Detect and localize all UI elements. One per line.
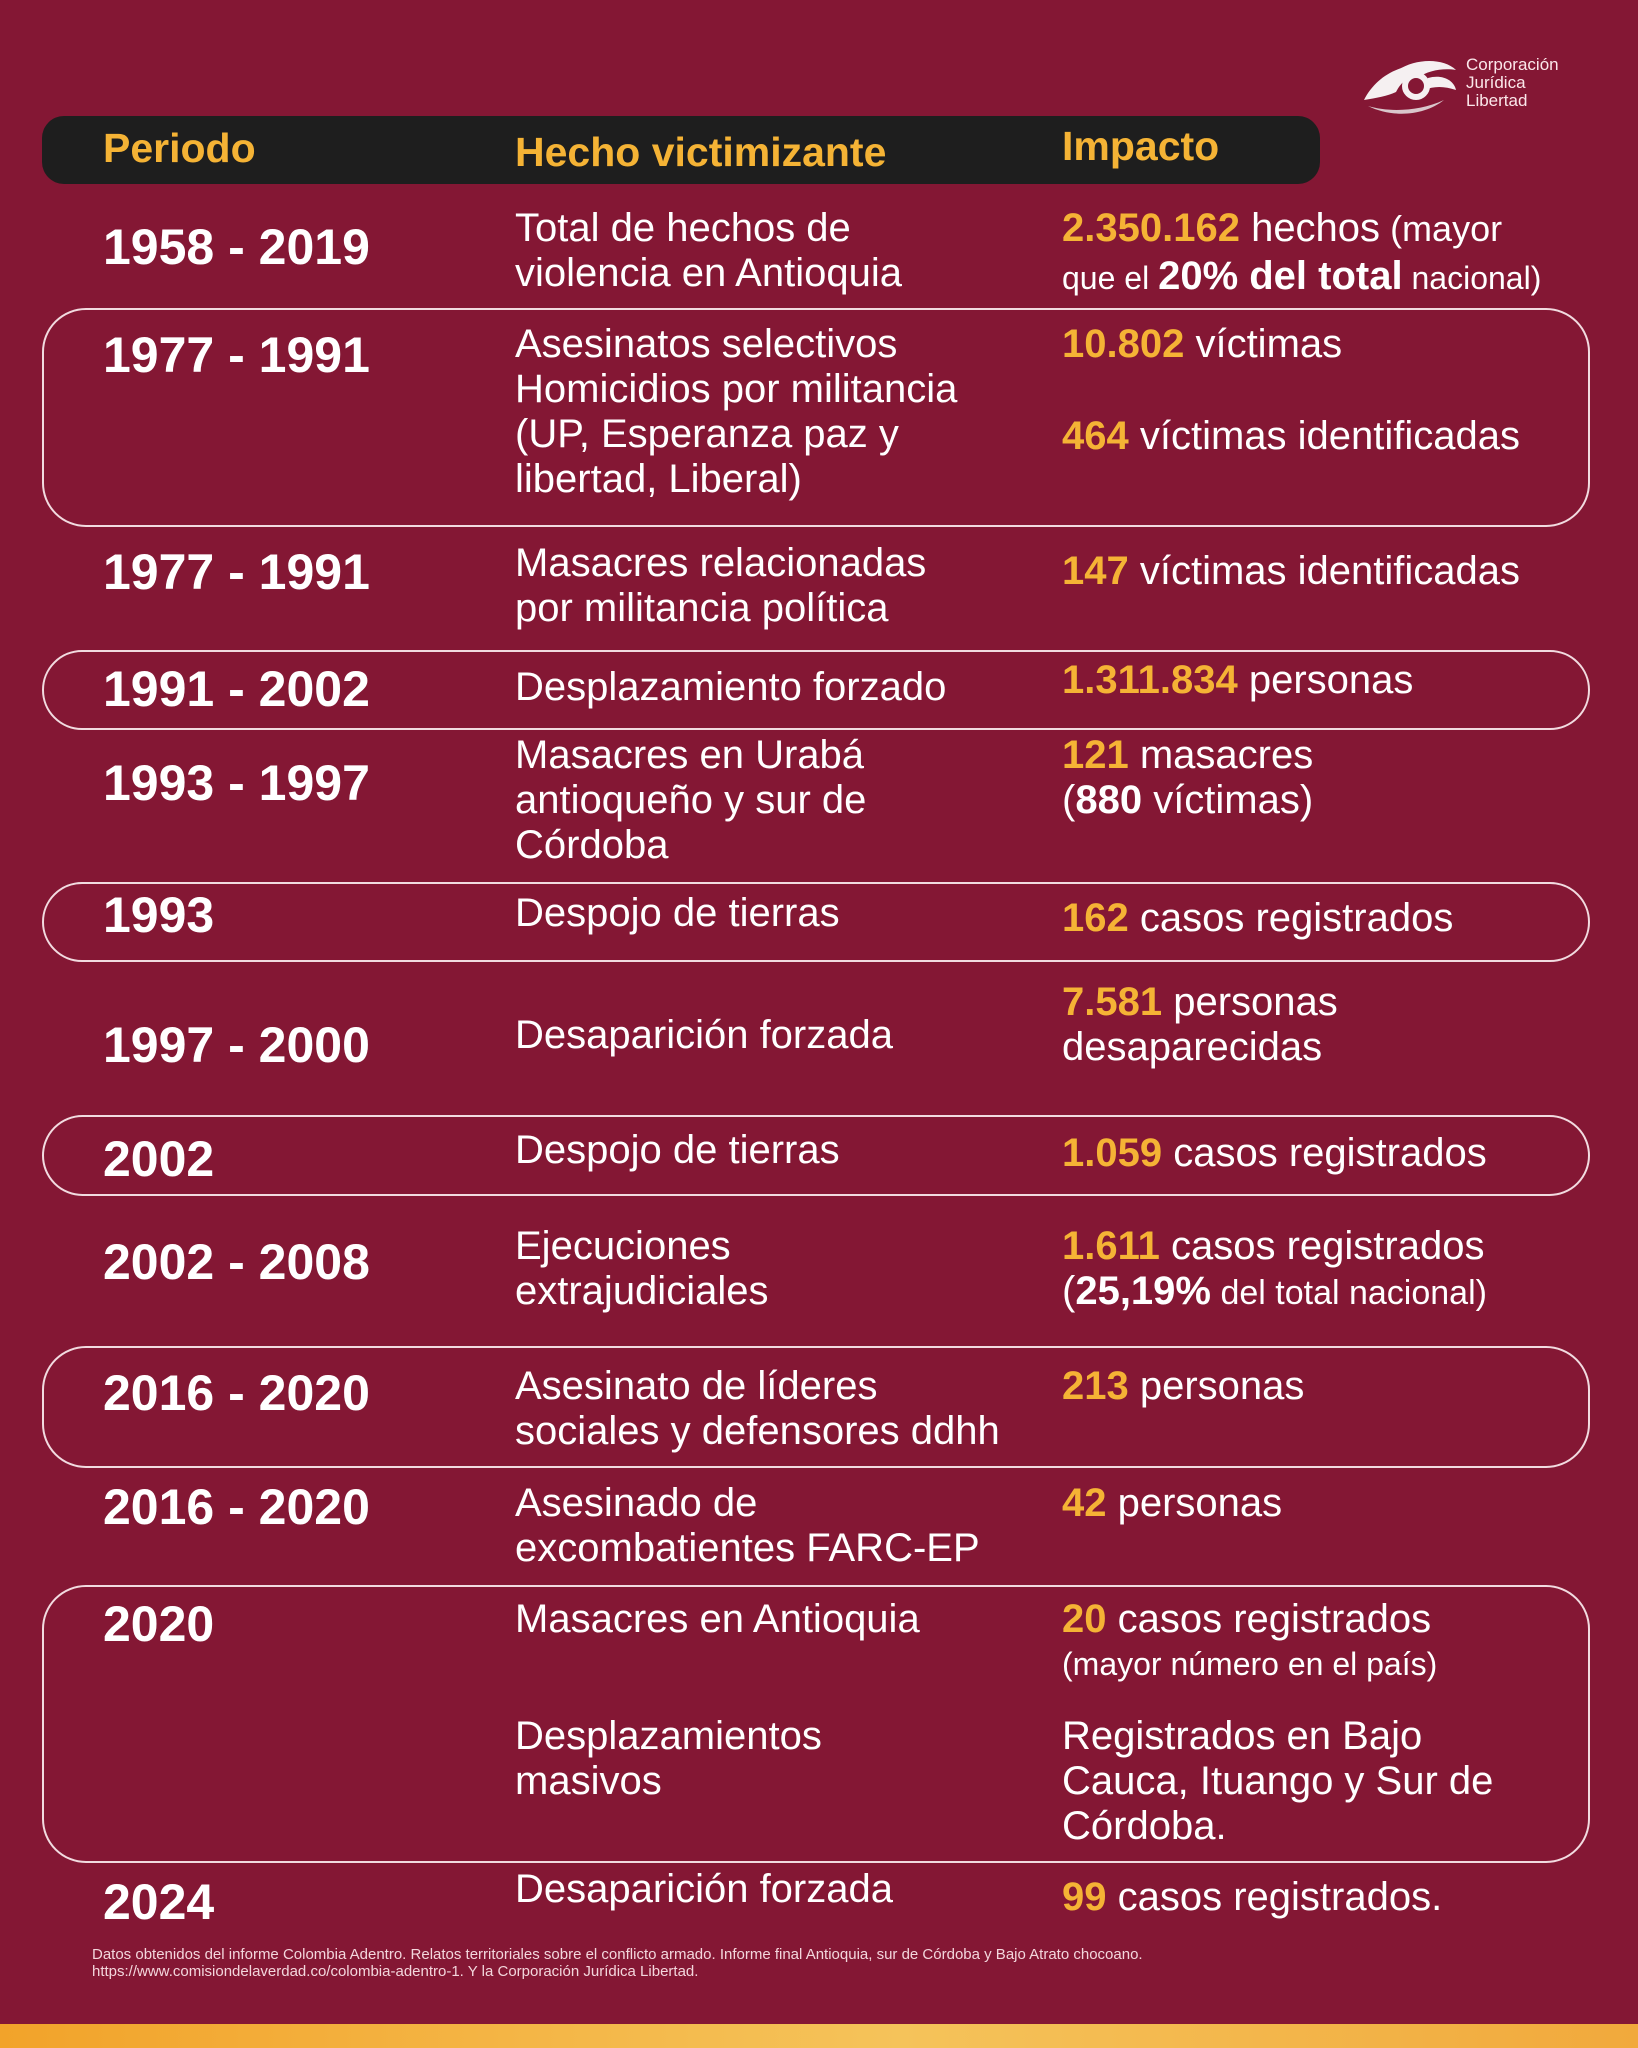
row-period: 1997 - 2000 xyxy=(103,1017,370,1073)
row-event: Despojo de tierras xyxy=(515,891,840,935)
row-event: Asesinatos selectivos Homicidios por militancia (UP, Esperanza paz y libertad, Liberal) xyxy=(515,322,958,501)
row-period: 1993 - 1997 xyxy=(103,755,370,811)
row-impact: 1.059 casos registrados xyxy=(1062,1131,1487,1175)
row-event: Total de hechos de violencia en Antioquia xyxy=(515,206,902,295)
source-footnote: Datos obtenidos del informe Colombia Adentro. Relatos territoriales sobre el conflicto armado. Informe final Antioquia, sur de Córdoba y Bajo Atrato chocoano. https://www.comisiondelaverdad.co/colombia-adentro-1. Y la Corporación Jurídica Libertad. xyxy=(92,1946,1143,1980)
row-impact: 121 masacres (880 víctimas) xyxy=(1062,733,1314,822)
row-event: Ejecuciones extrajudiciales xyxy=(515,1224,769,1313)
row-impact: 213 personas xyxy=(1062,1364,1305,1408)
row-period: 1991 - 2002 xyxy=(103,661,370,717)
row-impact-secondary: Registrados en Bajo Cauca, Ituango y Sur de Córdoba. xyxy=(1062,1714,1494,1848)
row-impact: 7.581 personas desaparecidas xyxy=(1062,980,1338,1069)
row-period: 1977 - 1991 xyxy=(103,544,370,600)
row-event: Masacres en Urabá antioqueño y sur de Córdoba xyxy=(515,733,867,867)
row-period: 1958 - 2019 xyxy=(103,219,370,275)
row-impact: 2.350.162 hechos (mayor que el 20% del total nacional) xyxy=(1062,206,1542,298)
row-period: 2002 - 2008 xyxy=(103,1234,370,1290)
row-impact: 162 casos registrados xyxy=(1062,896,1454,940)
row-event: Masacres relacionadas por militancia política xyxy=(515,541,927,630)
bottom-accent-bar xyxy=(0,2024,1638,2048)
header-event: Hecho victimizante xyxy=(515,129,887,175)
row-impact: 147 víctimas identificadas xyxy=(1062,549,1521,593)
row-event: Desplazamiento forzado xyxy=(515,665,947,709)
row-impact: 42 personas xyxy=(1062,1481,1283,1525)
row-event: Asesinato de líderes sociales y defensores ddhh xyxy=(515,1364,1000,1453)
organization-logo xyxy=(1358,52,1598,126)
row-impact: 1.311.834 personas xyxy=(1062,658,1414,702)
row-event: Desaparición forzada xyxy=(515,1013,893,1057)
row-impact: 10.802 víctimas 464 víctimas identificadas xyxy=(1062,322,1521,458)
header-period: Periodo xyxy=(103,125,256,171)
logo-text-line-3: Libertad xyxy=(1466,91,1528,110)
row-period: 1993 xyxy=(103,887,215,943)
row-period: 2016 - 2020 xyxy=(103,1479,370,1535)
row-impact: 99 casos registrados. xyxy=(1062,1875,1443,1919)
row-period: 2016 - 2020 xyxy=(103,1365,370,1421)
row-event-secondary: Desplazamientos masivos xyxy=(515,1714,822,1803)
row-period: 2002 xyxy=(103,1131,215,1187)
row-period: 2020 xyxy=(103,1596,215,1652)
row-impact: 1.611 casos registrados (25,19% del total nacional) xyxy=(1062,1224,1487,1313)
row-period: 1977 - 1991 xyxy=(103,327,370,383)
row-period: 2024 xyxy=(103,1874,215,1930)
row-impact: 20 casos registrados (mayor número en el país) xyxy=(1062,1597,1438,1682)
row-event: Despojo de tierras xyxy=(515,1128,840,1172)
row-event: Asesinado de excombatientes FARC-EP xyxy=(515,1481,980,1570)
row-event: Masacres en Antioquia xyxy=(515,1597,920,1641)
row-event: Desaparición forzada xyxy=(515,1867,893,1911)
cjl-logo-icon xyxy=(1358,56,1458,118)
logo-text-line-2: Jurídica xyxy=(1466,73,1526,92)
header-impact: Impacto xyxy=(1062,123,1220,169)
logo-text-line-1: Corporación xyxy=(1466,55,1559,74)
